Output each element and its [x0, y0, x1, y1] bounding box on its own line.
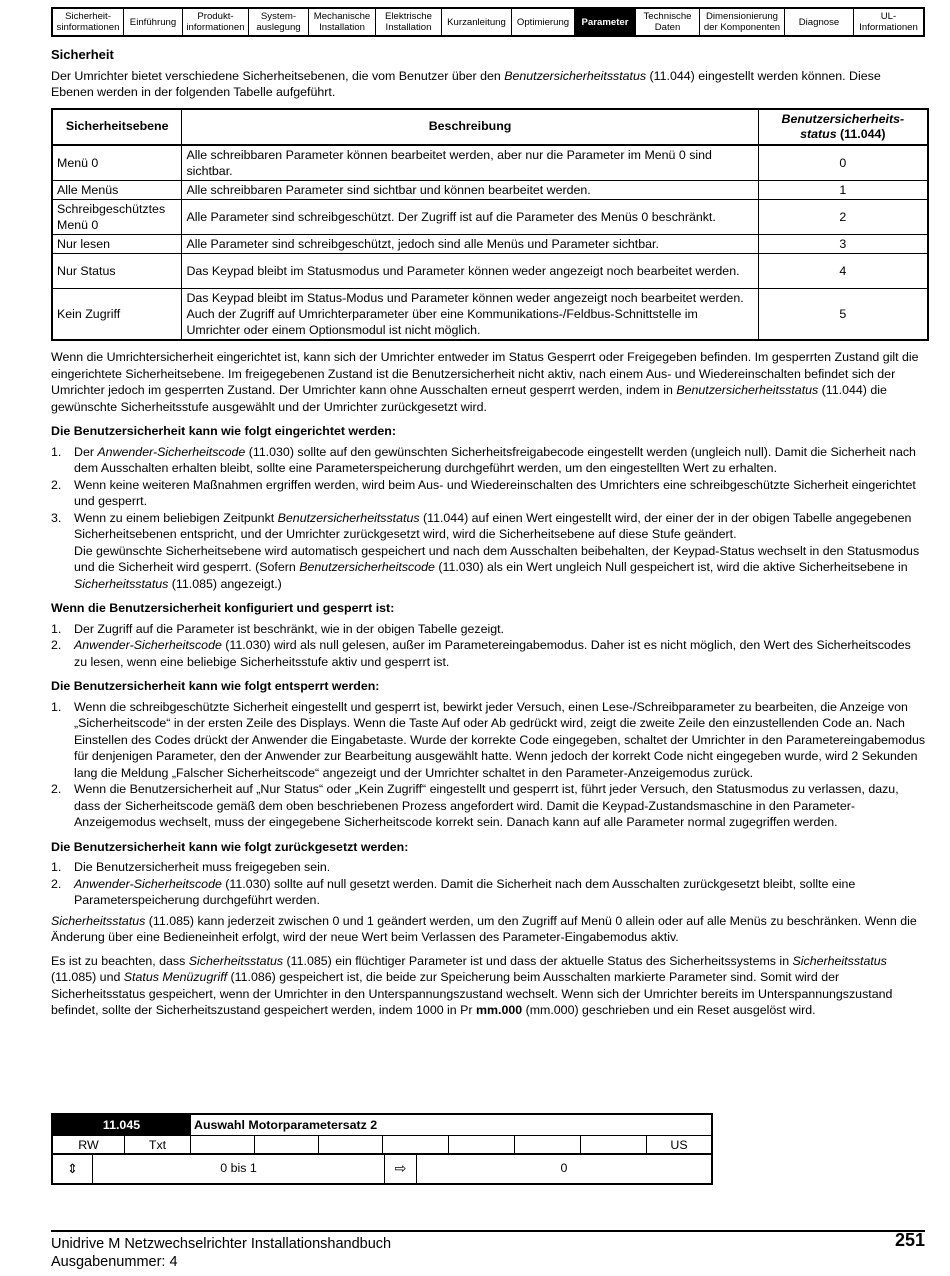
table-row: Menü 0 Alle schreibbaren Parameter können bearbeitet werden, aber nur die Parameter im Menü 0 sind sichtbar. 0 — [52, 145, 928, 181]
list-item: 1. Die Benutzersicherheit muss freigegeben sein. — [51, 860, 331, 874]
reset-list — [51, 859, 926, 909]
nav-tab-ul-info[interactable]: UL- Informationen — [859, 11, 918, 33]
list-item: 1. Wenn die schreibgeschützte Sicherheit eingestellt und gesperrt ist, bewirkt jeder Versuch, einen Lese-/Schreibparameter zu bearbeiten, die Anzeige von „Sicherheitscode“ in der ersten Zeile des Displays. Wenn die Taste Auf oder Ab gedrückt wird, zeigt die zweite Zeile den einzustellenden Code an. Nach Einstellen des Codes drückt der Anwender die Eingabetaste. Wurde der korrekte Code eingegeben, schaltet der Umrichter in den Parametereingabemodus für denjenigen Parameter, den der Anwender zur Bearbeitung ausgewählt hatte. Wenn jedoch der korrekt Code nicht eingegeben wurde, wird 2 Sekunden lang die Meldung „Falscher Sicherheitscode“ angezeigt und der Umrichter schaltet in den Parameter-Anzeigemodus zurück. — [51, 699, 926, 780]
flag-rw: RW — [53, 1136, 125, 1153]
flag-cell — [319, 1136, 383, 1153]
table-row: Alle Menüs Alle schreibbaren Parameter sind sichtbar und können bearbeitet werden. 1 — [52, 180, 928, 199]
parameter-name: Auswahl Motorparametersatz 2 — [194, 1118, 378, 1132]
flag-us: US — [670, 1138, 688, 1152]
list-item: 1. Der Anwender-Sicherheitscode (11.030) sollte auf den gewünschten Sicherheitsfreigabecode eingestellt werden (ungleich null). Damit die Sicherheit nach dem Ausschalten erhalten bleibt, sollte eine Parameterspeicherung durchgeführt werden, um den eingestellten Wert zu erhalten. — [51, 444, 916, 475]
intro-paragraph: Der Umrichter bietet verschiedene Sicherheitsebenen, die vom Benutzer über den Benutzersicherheitsstatus (11.044) eingestellt werden können. Diese Ebenen werden in der folgenden Tabelle aufgeführt. — [51, 68, 881, 99]
right-arrow-icon: ⇨ — [385, 1155, 417, 1183]
list-item: 2. Wenn die Benutzersicherheit auf „Nur Status“ oder „Kein Zugriff“ eingestellt und gesperrt ist, führt jeder Versuch, den Statusmodus zu verlassen, dazu, dass der Sicherheitscode gemäß dem oben beschriebenen Prozess angefordert wird. Damit die Keypad-Zustandsmaschine in den Parameter-Anzeigemodus wechselt, muss der eingegebene Sicherheitscode korrekt sein. Danach kann auf alle Parameter normal zugegriffen werden. — [51, 782, 899, 829]
list-item: 3. Wenn zu einem beliebigen Zeitpunkt Benutzersicherheitsstatus (11.044) auf einen Wert eingestellt wird, der einer der in der obigen Tabelle angegebenen Sicherheitsebenen entspricht, und der Umrichter zurückgesetzt wird, wird die Sicherheitsebene auf diese Stufe geändert. Die gewünschte Sicherheitsebene wird automatisch gespeichert und nach dem Ausschalten beibehalten, der Keypad-Status wechselt in den Statusmodus und die Sicherheit wird gesperrt. (Sofern Benutzersicherheitscode (11.030) als ein Wert ungleich Null gespeichert ist, wird die aktive Sicherheitsebene in Sicherheitsstatus (11.085) angezeigt.) — [51, 510, 920, 591]
flag-cell — [191, 1136, 255, 1153]
nav-tab-product-info[interactable]: Produkt- informationen — [183, 9, 249, 35]
locked-heading: Wenn die Benutzersicherheit konfiguriert und gesperrt ist: — [51, 601, 395, 615]
unlock-list — [51, 699, 926, 831]
nav-tab-system-design[interactable]: System- auslegung — [249, 9, 309, 35]
parameter-code: 11.045 — [53, 1115, 191, 1135]
header-security-level: Sicherheitsebene — [52, 109, 182, 145]
nav-tab-mechanical[interactable]: Mechanische Installation — [309, 9, 376, 35]
nav-tab-component-sizing[interactable]: Dimensionierung der Komponenten — [700, 9, 785, 35]
nav-tab-quickstart[interactable]: Kurzanleitung — [442, 9, 512, 35]
parameter-range: 0 bis 1 — [93, 1155, 385, 1183]
flag-cell — [581, 1136, 647, 1153]
volatile-parameter-paragraph: Es ist zu beachten, dass Sicherheitsstatus (11.085) ein flüchtiger Parameter ist und dass der aktuelle Status des Sicherheitssystems in Sicherheitsstatus (11.085) und Status Menüzugriff (11.086) gespeichert ist, die beide zur Speicherung beim Ausschalten markierte Parameter sind. Somit wird der Sicherheitsstatus gespeichert, wenn der Umrichter in den Unterspannungszustand wechselt. Wenn sich der Umrichter bereits im Unterspannungszustand befindet, sollte der Sicherheitszustand gespeichert werden, indem 1000 in Pr mm.000 (mm.000) geschrieben und ein Reset ausgelöst wird. — [51, 953, 893, 1017]
page-number: 251 — [894, 1230, 925, 1250]
table-row: Kein Zugriff Das Keypad bleibt im Status-Modus und Parameter können weder angezeigt noch bearbeitet werden. Auch der Zugriff auf Umrichterparameter über eine Kommunikations-/Feldbus-Schnittstelle im Umrichter oder einem Optionsmodul ist nicht möglich. 5 — [52, 288, 928, 340]
flag-cell — [255, 1136, 319, 1153]
table-row: Nur lesen Alle Parameter sind schreibgeschützt, jedoch sind alle Menüs und Parameter sichtbar. 3 — [52, 234, 928, 253]
nav-tab-diagnostics[interactable]: Diagnose — [785, 9, 854, 35]
header-user-security-status: Benutzersicherheits- status (11.044) — [758, 109, 928, 145]
nav-tab-parameter[interactable]: Parameter — [575, 9, 636, 35]
list-item: 2. Anwender-Sicherheitscode (11.030) wird als null gelesen, außer im Parametereingabemodus. Daher ist es nicht möglich, den Wert des Sicherheitscodes zu lesen, wenn eine beliebige Sicherheitsstufe aktiv und gesperrt ist. — [51, 638, 911, 669]
unlock-heading: Die Benutzersicherheit kann wie folgt entsperrt werden: — [51, 679, 380, 693]
setup-list — [51, 444, 926, 593]
table-row: Schreibgeschütztes Menü 0 Alle Parameter sind schreibgeschützt. Der Zugriff ist auf die Parameter des Menüs 0 beschränkt. 2 — [52, 199, 928, 234]
section-nav — [51, 7, 925, 37]
security-status-paragraph: Sicherheitsstatus (11.085) kann jederzeit zwischen 0 und 1 geändert werden, um den Zugriff auf Menü 0 allein oder auf alle Menüs zu beschränken. Wenn die Änderung über eine Bedieneinheit erfolgt, wird der neue Wert beim Verlassen des Parameter-Eingabemodus aktiv. — [51, 913, 917, 944]
locked-list — [51, 621, 926, 671]
footer-divider — [51, 1230, 925, 1232]
lock-status-paragraph: Wenn die Umrichtersicherheit eingerichtet ist, kann sich der Umrichter entweder im Status Gesperrt oder Freigegeben befinden. Im gesperrten Zustand gilt die eingerichtete Sicherheitsebene. Im freigegebenen Zustand ist die Benutzersicherheit nicht aktiv, nach einem Aus- und Wiedereinschalten befindet sich der Umrichter jedoch im gesperrten Zustand. Der Umrichter kann ohne Ausschalten erneut gesperrt werden, indem in Benutzersicherheitsstatus (11.044) die gewünschte Sicherheitsstufe ausgewählt und der Umrichter zurückgesetzt wird. — [51, 350, 919, 414]
table-row: Nur Status Das Keypad bleibt im Statusmodus und Parameter können weder angezeigt noch bearbeitet werden. 4 — [52, 253, 928, 288]
nav-tab-optimization[interactable]: Optimierung — [512, 9, 575, 35]
nav-tab-safety[interactable]: Sicherheit- sinformationen — [53, 9, 124, 35]
flag-txt: Txt — [125, 1136, 191, 1153]
list-item: 2. Wenn keine weiteren Maßnahmen ergriffen werden, wird beim Aus- und Wiedereinschalten des Umrichters eine schreibgeschützte Sicherheit eingerichtet und gesperrt. — [51, 477, 916, 508]
nav-tab-electrical[interactable]: Elektrische Installation — [376, 9, 442, 35]
parameter-box — [51, 1113, 713, 1185]
flag-cell — [449, 1136, 515, 1153]
page-heading: Sicherheit — [51, 47, 114, 62]
nav-tab-technical-data[interactable]: Technische Daten — [636, 9, 700, 35]
main-content — [51, 47, 926, 1026]
nav-tab-introduction[interactable]: Einführung — [124, 9, 183, 35]
security-levels-table — [51, 108, 929, 342]
list-item: 1. Der Zugriff auf die Parameter ist beschränkt, wie in der obigen Tabelle gezeigt. — [51, 621, 505, 636]
footer-issue: Ausgabenummer: 4 — [51, 1254, 178, 1270]
footer-title: Unidrive M Netzwechselrichter Installationshandbuch — [51, 1236, 392, 1252]
reset-heading: Die Benutzersicherheit kann wie folgt zurückgesetzt werden: — [51, 839, 409, 854]
list-item: 2. Anwender-Sicherheitscode (11.030) sollte auf null gesetzt werden. Damit die Sicherheit nach dem Ausschalten zurückgesetzt bleibt, sollte eine Parameterspeicherung durchgeführt werden. — [51, 876, 856, 907]
parameter-default: 0 — [560, 1161, 568, 1175]
header-description: Beschreibung — [182, 109, 758, 145]
flag-cell — [383, 1136, 449, 1153]
updown-arrow-icon: ⇕ — [53, 1155, 93, 1183]
setup-heading: Die Benutzersicherheit kann wie folgt eingerichtet werden: — [51, 424, 396, 438]
flag-cell — [515, 1136, 581, 1153]
